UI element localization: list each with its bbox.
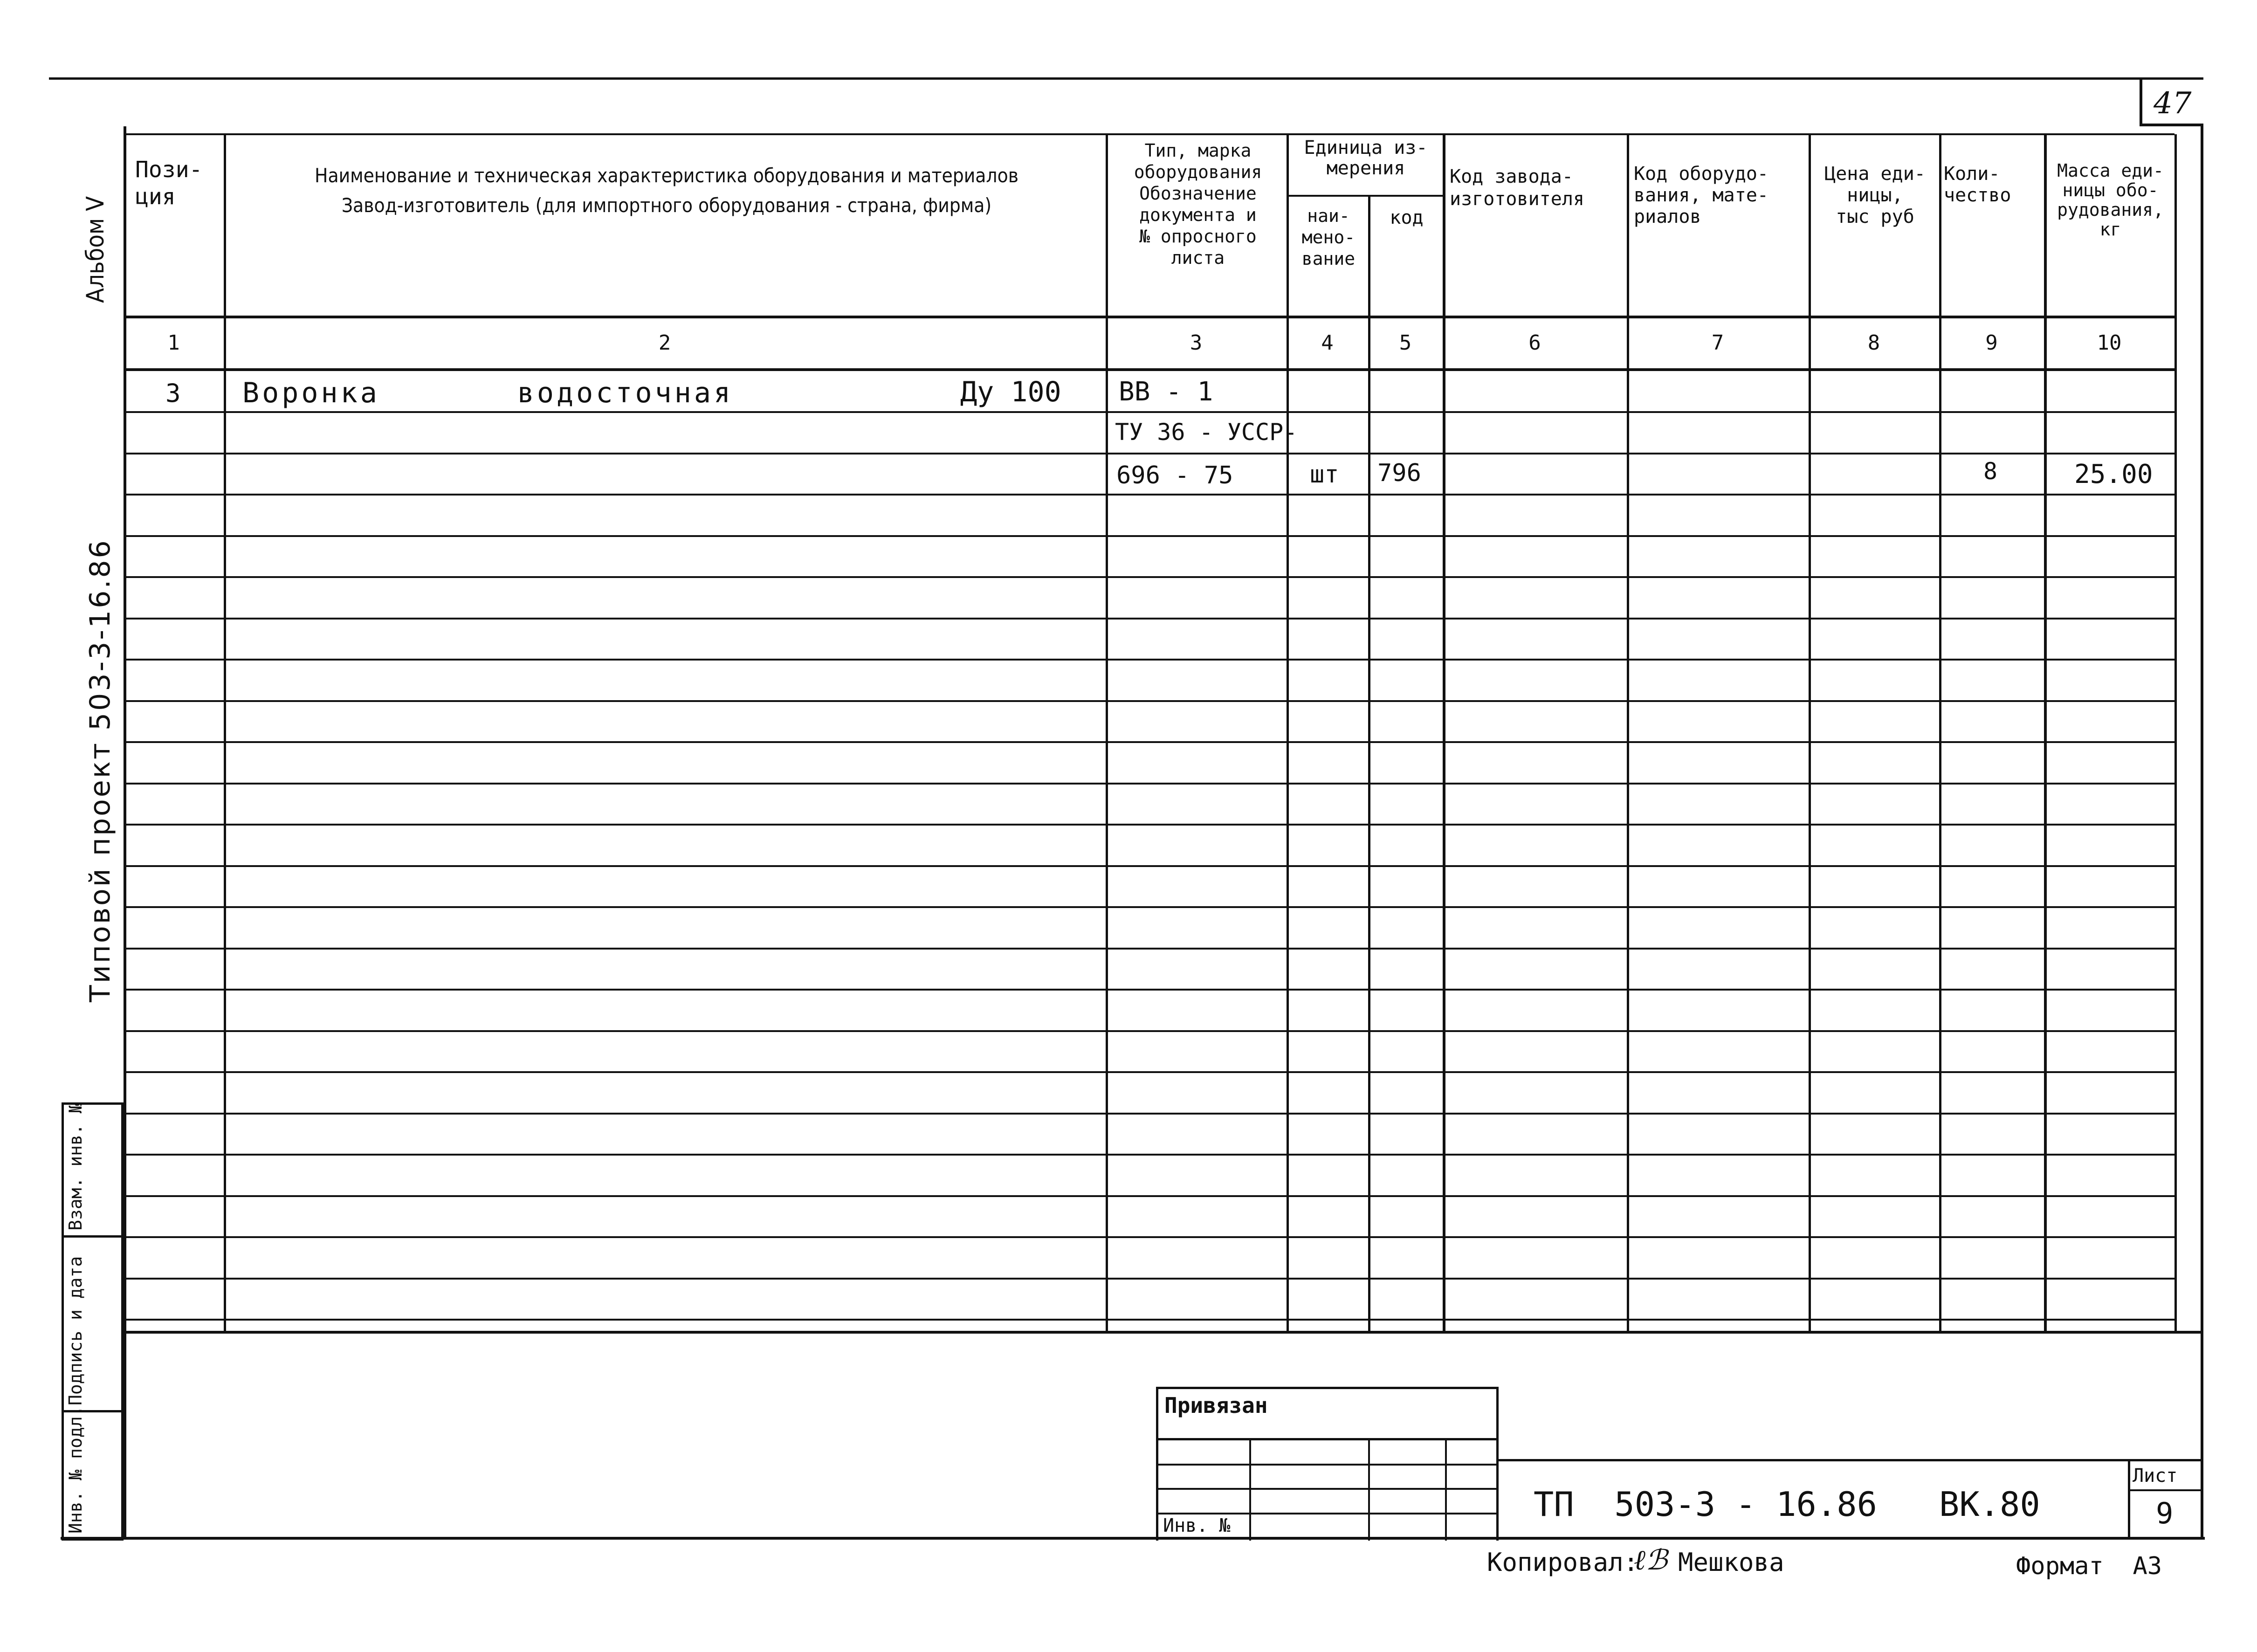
table-row-line: [124, 535, 2174, 537]
header-quantity: Коли- чество: [1944, 163, 2011, 206]
table-row-line: [124, 576, 2174, 578]
header-unit-code: код: [1390, 207, 1424, 228]
table-row-line: [124, 1278, 2174, 1280]
header-factory-code: Код завода- изготовителя: [1450, 166, 1584, 210]
colnum-6: 6: [1528, 331, 1541, 355]
table-col-line-4: [1368, 196, 1370, 1332]
table-col-line-10: [2174, 134, 2177, 1332]
colnum-9: 9: [1985, 331, 1998, 355]
attach-vline-3: [1445, 1438, 1447, 1541]
bottom-border-line: [61, 1537, 2205, 1540]
colnum-3: 3: [1190, 331, 1203, 355]
header-position: Пози- ция: [135, 157, 203, 210]
table-row-line: [124, 1236, 2174, 1238]
header-top-line: [124, 133, 2174, 135]
header-unit-price: Цена еди- ницы, тыс руб: [1824, 163, 1926, 227]
table-bottom-line: [124, 1331, 2203, 1334]
attach-line-4: [1156, 1513, 1499, 1514]
row1-position: 3: [165, 379, 181, 408]
table-row-line: [124, 1319, 2174, 1321]
stamp-sign-date-label: Подпись и дата: [65, 1256, 86, 1405]
table-col-line-3: [1287, 134, 1289, 1332]
colnum-10: 10: [2097, 331, 2122, 355]
row1-size: Ду 100: [960, 376, 1061, 408]
header-unit-name: наи- мено- вание: [1301, 206, 1356, 269]
attach-line-2: [1156, 1464, 1499, 1466]
table-row-line: [124, 1154, 2174, 1156]
stamp-replacement-inv-label: Взам. инв. №: [65, 1102, 86, 1231]
title-block-top: [1499, 1459, 2203, 1461]
table-row-line: [124, 411, 2174, 413]
top-border-line: [49, 77, 2203, 80]
table-col-line-7: [1809, 134, 1811, 1332]
row1-name: Воронка водосточная: [242, 377, 734, 409]
row3-quantity: 8: [1983, 458, 1998, 485]
copier-name: Мешкова: [1678, 1548, 1784, 1577]
table-row-line: [124, 618, 2174, 620]
row2-type: ТУ 36 - УССР-: [1115, 419, 1298, 446]
row1-type: ВВ - 1: [1119, 377, 1213, 407]
table-col-line-2: [1106, 134, 1108, 1332]
doc-code: ТП 503-3 - 16.86: [1534, 1485, 1877, 1524]
header-bottom-line: [124, 316, 2174, 318]
header-type: Тип, марка оборудования Обозначение документа и № опросного листа: [1134, 140, 1262, 268]
sheet-number: 9: [2156, 1496, 2174, 1530]
attach-vline-1: [1249, 1438, 1251, 1541]
table-row-line: [124, 948, 2174, 950]
header-equipment-code: Код оборудо- вания, мате- риалов: [1634, 163, 1768, 227]
header-unit-mass: Масса еди- ницы обо- рудования, кг: [2057, 160, 2164, 240]
side-album-label: Альбом V: [82, 196, 110, 303]
row3-code: 796: [1377, 459, 1421, 487]
side-project-label: Типовой проект 503-3-16.86: [84, 538, 117, 1002]
table-row-line: [124, 453, 2174, 454]
table-col-line-1: [224, 134, 226, 1332]
table-row-line: [124, 1071, 2174, 1073]
table-row-line: [124, 906, 2174, 908]
header-name: Наименование и техническая характеристика оборудования и материалов Завод-изготовитель (для импортного оборудования - страна, фирма): [315, 164, 1018, 217]
copier-signature-icon: ℓℬ: [1634, 1544, 1668, 1576]
table-col-line-6: [1627, 134, 1629, 1332]
row3-unit: шт: [1310, 461, 1339, 489]
unit-group-divider: [1287, 195, 1445, 197]
row3-mass: 25.00: [2074, 459, 2153, 489]
attach-line-3: [1156, 1488, 1499, 1490]
colnum-8: 8: [1867, 331, 1880, 355]
attach-line-1: [1156, 1438, 1499, 1440]
table-row-line: [124, 989, 2174, 991]
sheet-box-divider: [2128, 1489, 2203, 1491]
header-unit-group: Единица из- мерения: [1304, 137, 1428, 179]
table-row-line: [124, 741, 2174, 743]
colnum-1: 1: [167, 331, 180, 355]
table-row-line: [124, 824, 2174, 826]
attach-label: Привязан: [1164, 1393, 1268, 1418]
colnum-2: 2: [658, 331, 671, 355]
table-row-line: [124, 700, 2174, 702]
table-row-line: [124, 1030, 2174, 1032]
colnum-bottom-line: [124, 368, 2174, 371]
colnum-4: 4: [1321, 331, 1334, 355]
table-row-line: [124, 1113, 2174, 1115]
table-row-line: [124, 783, 2174, 785]
colnum-7: 7: [1711, 331, 1724, 355]
table-col-line-8: [1939, 134, 1941, 1332]
colnum-5: 5: [1399, 331, 1412, 355]
table-row-line: [124, 494, 2174, 496]
attach-vline-2: [1368, 1438, 1370, 1541]
doc-mark: ВК.80: [1939, 1485, 2040, 1524]
format-label: Формат А3: [2016, 1552, 2162, 1580]
table-row-line: [124, 659, 2174, 661]
table-col-line-5: [1443, 134, 1445, 1332]
table-row-line: [124, 865, 2174, 867]
sheet-corner-number: 47: [2154, 86, 2192, 121]
sheet-box-left: [2128, 1461, 2130, 1538]
attach-inv-label: Инв. №: [1163, 1515, 1231, 1536]
table-row-line: [124, 1195, 2174, 1197]
row3-type: 696 - 75: [1116, 461, 1233, 489]
stamp-inv-orig-label: Инв. № подл.: [65, 1405, 86, 1534]
sheet-label: Лист: [2133, 1465, 2178, 1487]
table-col-line-9: [2044, 134, 2047, 1332]
copied-label: Копировал:: [1487, 1548, 1639, 1577]
